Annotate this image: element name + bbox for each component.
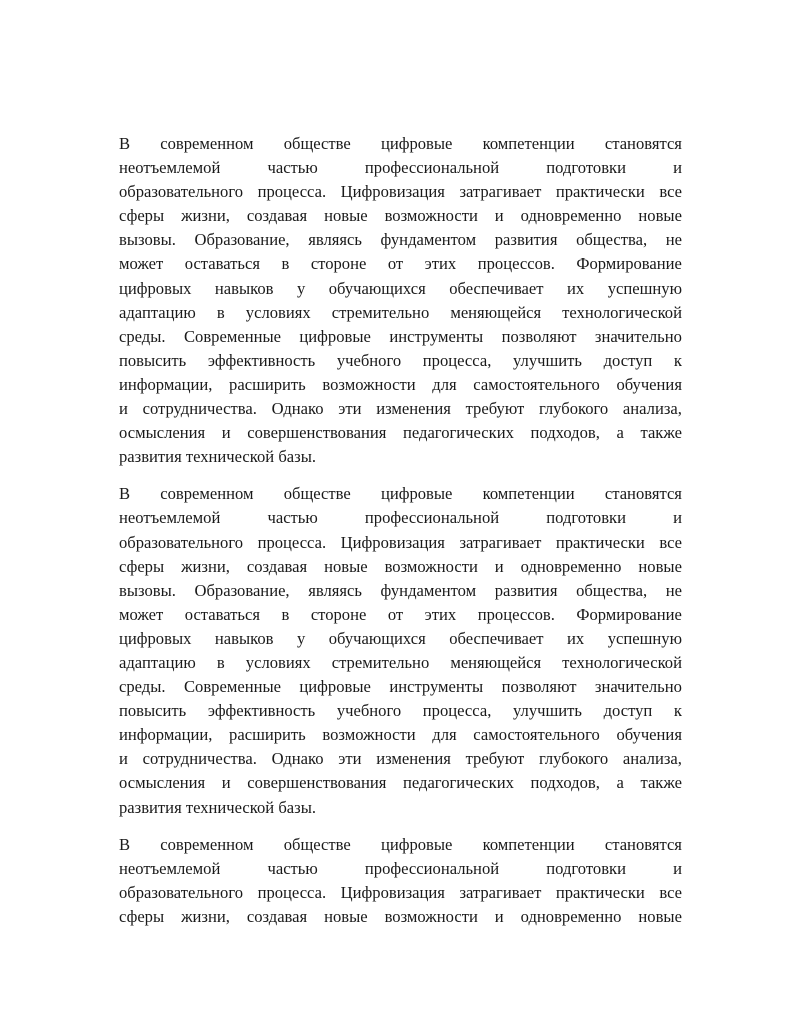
- text-line: сферы жизни, создавая новые возможности и одновременно новые: [119, 556, 682, 576]
- text-line: осмысления и совершенствования педагогических подходов, а также: [119, 423, 682, 443]
- text-line: информации, расширить возможности для самостоятельного обучения: [119, 725, 682, 745]
- text-line: развития технической базы.: [119, 447, 316, 467]
- text-line: образовательного процесса. Цифровизация затрагивает практически все: [119, 532, 682, 552]
- text-line: сферы жизни, создавая новые возможности и одновременно новые: [119, 206, 682, 226]
- text-line: развития технической базы.: [119, 797, 316, 817]
- text-line: повысить эффективность учебного процесса, улучшить доступ к: [119, 701, 682, 721]
- text-line: неотъемлемой частью профессиональной подготовки и: [119, 508, 682, 528]
- document-body: [119, 132, 682, 942]
- text-line: В современном обществе цифровые компетенции становятся: [119, 834, 682, 854]
- text-line: может оставаться в стороне от этих процессов. Формирование: [119, 604, 682, 624]
- text-line: сферы жизни, создавая новые возможности и одновременно новые: [119, 906, 682, 926]
- text-line: осмысления и совершенствования педагогических подходов, а также: [119, 773, 682, 793]
- text-line: В современном обществе цифровые компетенции становятся: [119, 134, 682, 153]
- text-line: адаптацию в условиях стремительно меняющейся технологической: [119, 302, 682, 322]
- text-line: информации, расширить возможности для самостоятельного обучения: [119, 374, 682, 394]
- text-line: неотъемлемой частью профессиональной подготовки и: [119, 158, 682, 178]
- text-line: вызовы. Образование, являясь фундаментом развития общества, не: [119, 580, 682, 600]
- text-line: повысить эффективность учебного процесса, улучшить доступ к: [119, 350, 682, 370]
- text-line: вызовы. Образование, являясь фундаментом развития общества, не: [119, 230, 682, 250]
- text-line: может оставаться в стороне от этих процессов. Формирование: [119, 254, 682, 274]
- paragraph: [119, 833, 682, 929]
- paragraph: [119, 132, 682, 469]
- text-line: образовательного процесса. Цифровизация затрагивает практически все: [119, 882, 682, 902]
- paragraph: [119, 482, 682, 819]
- text-line: В современном обществе цифровые компетенции становятся: [119, 484, 682, 504]
- text-line: цифровых навыков у обучающихся обеспечивает их успешную: [119, 628, 682, 648]
- text-line: цифровых навыков у обучающихся обеспечивает их успешную: [119, 278, 682, 298]
- text-line: неотъемлемой частью профессиональной подготовки и: [119, 858, 682, 878]
- text-line: среды. Современные цифровые инструменты позволяют значительно: [119, 677, 682, 697]
- text-line: адаптацию в условиях стремительно меняющейся технологической: [119, 652, 682, 672]
- text-line: среды. Современные цифровые инструменты позволяют значительно: [119, 326, 682, 346]
- text-line: и сотрудничества. Однако эти изменения требуют глубокого анализа,: [119, 399, 682, 419]
- text-line: образовательного процесса. Цифровизация затрагивает практически все: [119, 182, 682, 202]
- text-line: и сотрудничества. Однако эти изменения требуют глубокого анализа,: [119, 749, 682, 769]
